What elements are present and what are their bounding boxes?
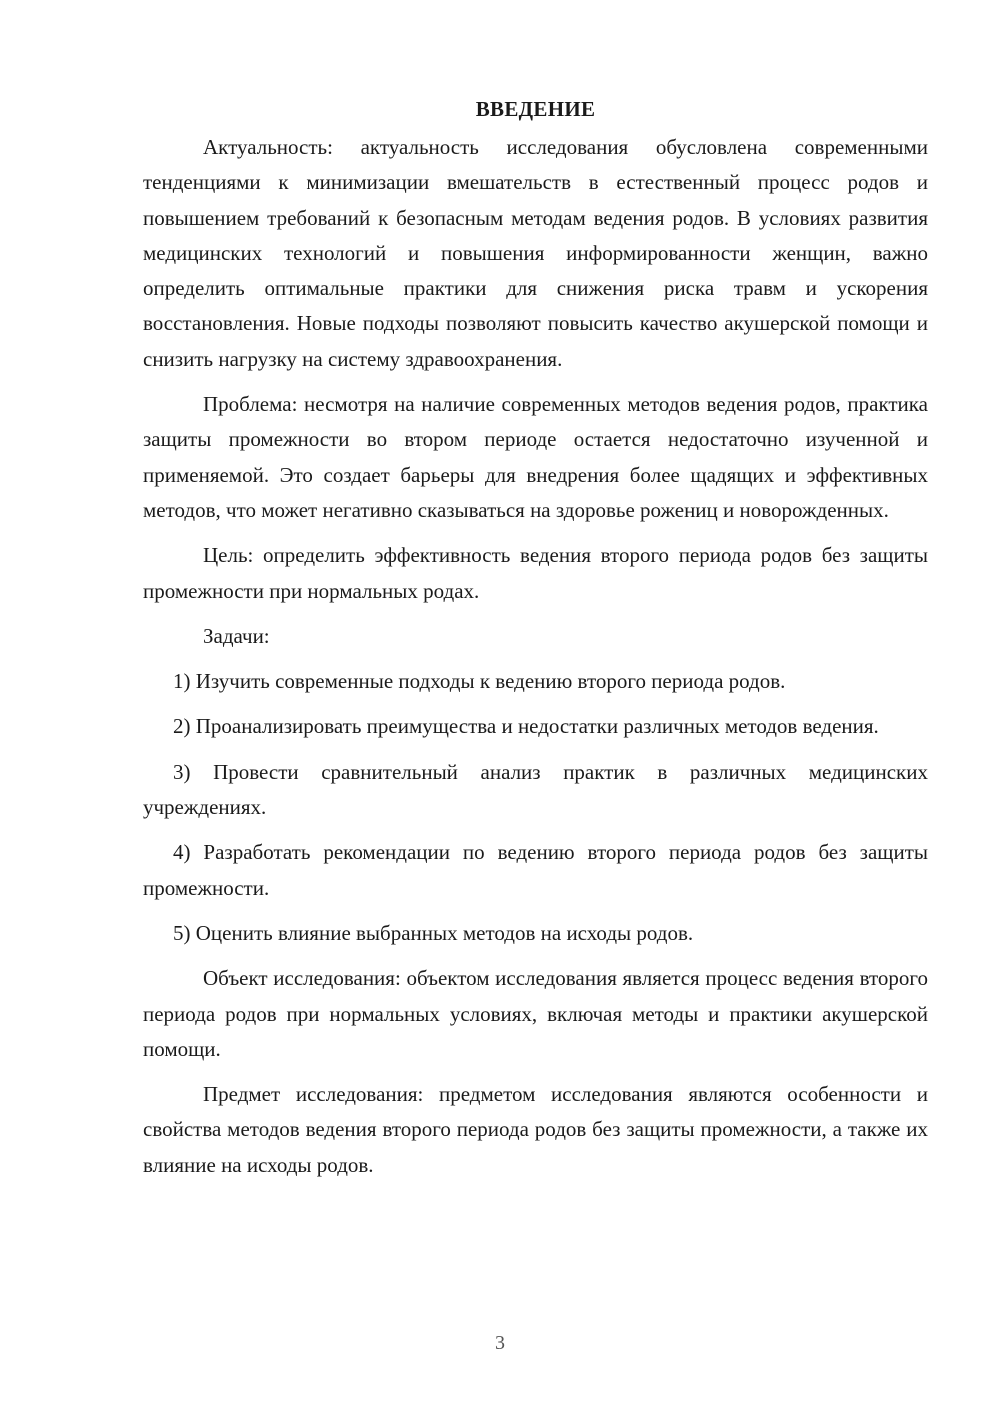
section-heading: ВВЕДЕНИЕ: [475, 97, 596, 121]
paragraph-subject: Предмет исследования: предметом исследования являются особенности и свойства методов ведения второго периода родов без защиты промежности, а также их влияние на исходы родов.: [143, 1082, 928, 1177]
document-page: [143, 92, 928, 1193]
paragraph-relevance: Актуальность: актуальность исследования обусловлена современными тенденциями к минимизации вмешательств в естественный процесс родов и повышением требований к безопасным методам ведения родов. В условиях развития медицинских технологий и повышения информированности женщин, важно определить оптимальные практики для снижения риска травм и ускорения восстановления. Новые подходы позволяют повысить качество акушерской помощи и снизить нагрузку на систему здравоохранения.: [143, 135, 928, 371]
task-item-2: 2) Проанализировать преимущества и недостатки различных методов ведения.: [173, 714, 879, 739]
tasks-label: Задачи:: [203, 623, 270, 648]
paragraph-object: Объект исследования: объектом исследования является процесс ведения второго периода родов при нормальных условиях, включая методы и практики акушерской помощи.: [143, 966, 928, 1061]
task-item-3: 3) Провести сравнительный анализ практик в различных медицинских учреждениях.: [143, 759, 928, 820]
page-number: 3: [495, 1332, 505, 1354]
task-item-5: 5) Оценить влияние выбранных методов на исходы родов.: [173, 920, 694, 945]
task-item-1: 1) Изучить современные подходы к ведению второго периода родов.: [173, 669, 786, 694]
paragraph-problem: Проблема: несмотря на наличие современных методов ведения родов, практика защиты промежности во втором периоде остается недостаточно изученной и применяемой. Это создает барьеры для внедрения более щадящих и эффективных методов, что может негативно сказываться на здоровье рожениц и новорожденных.: [143, 392, 928, 522]
paragraph-goal: Цель: определить эффективность ведения второго периода родов без защиты промежности при нормальных родах.: [143, 543, 928, 603]
task-item-4: 4) Разработать рекомендации по ведению второго периода родов без защиты промежности.: [143, 840, 928, 900]
